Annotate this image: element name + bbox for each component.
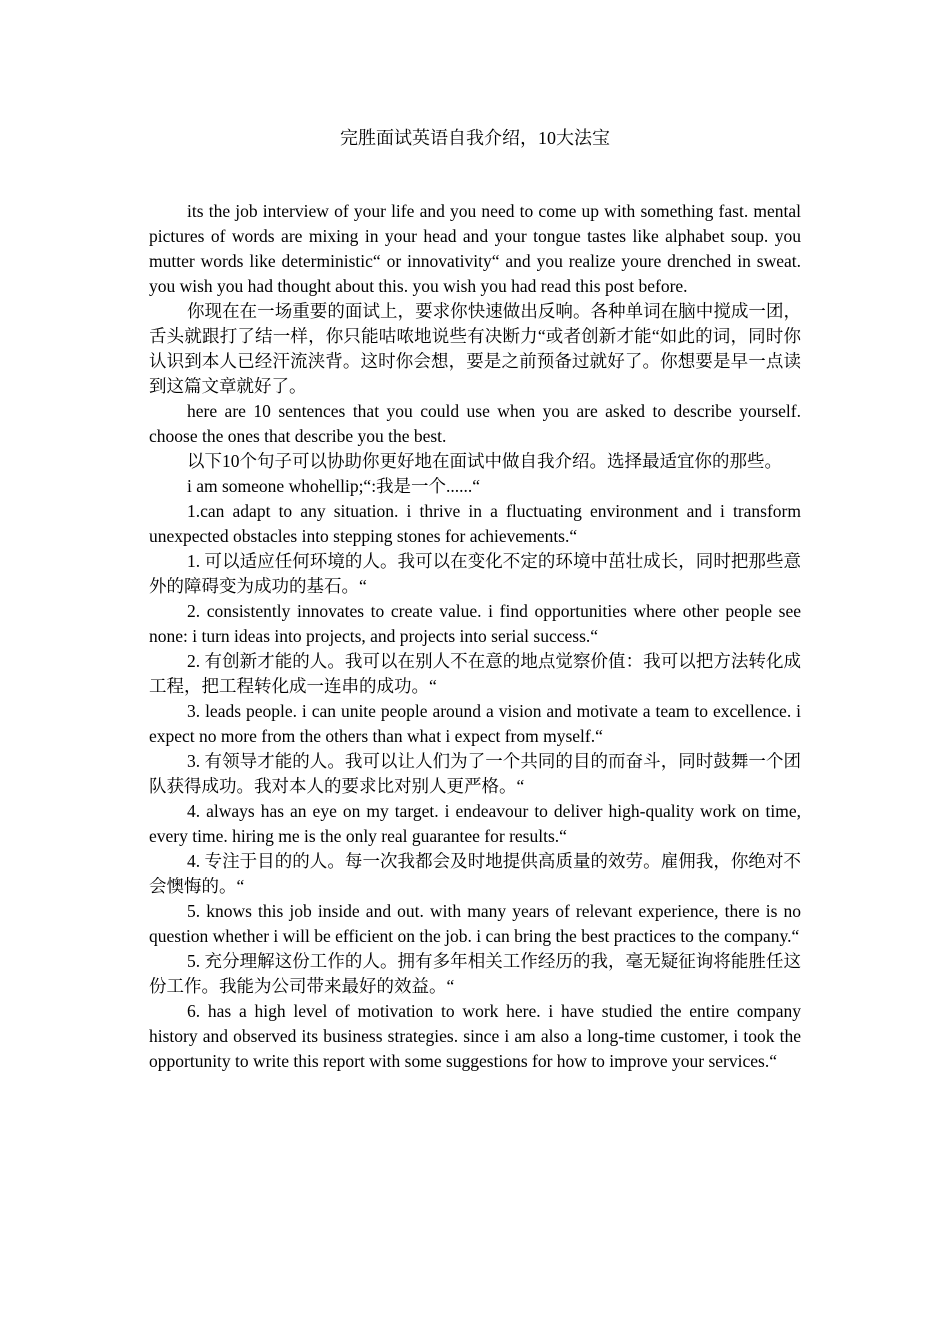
paragraph-item-4-zh: 4. 专注于目的的人。每一次我都会及时地提供高质量的效劳。雇佣我，你绝对不会懊悔的。“ [149, 851, 801, 896]
paragraph-item-5-zh: 5. 充分理解这份工作的人。拥有多年相关工作经历的我，毫无疑征询将能胜任这份工作。我能为公司带来最好的效益。“ [149, 951, 801, 996]
paragraph-lead-en: here are 10 sentences that you could use when you are asked to describe yourself. choose the ones that describe you the best. [149, 401, 801, 446]
paragraph-intro-en: its the job interview of your life and you need to come up with something fast. mental pictures of words are mixing in your head and your tongue tastes like alphabet soup. you mutter words like deterministic“ or innovativity“ and you realize youre drenched in sweat. you wish you had thought about this. you wish you had read this post before. [149, 201, 801, 296]
paragraph-item-6-en: 6. has a high level of motivation to work here. i have studied the entire company history and observed its business strategies. since i am also a long-time customer, i took the opportunity to write this report with some suggestions for how to improve your services.“ [149, 1001, 801, 1071]
paragraph-item-4-en: 4. always has an eye on my target. i endeavour to deliver high-quality work on time, every time. hiring me is the only real guarantee for results.“ [149, 801, 801, 846]
paragraph-intro-zh: 你现在在一场重要的面试上，要求你快速做出反响。各种单词在脑中搅成一团，舌头就跟打了结一样，你只能咕哝地说些有决断力“或者创新才能“如此的词，同时你认识到本人已经汗流浃背。这时你会想，要是之前预备过就好了。你想要是早一点读到这篇文章就好了。 [149, 301, 801, 396]
paragraph-prompt: i am someone whohellip;“:我是一个......“ [187, 476, 481, 496]
document-body [149, 199, 801, 1074]
paragraph-lead-zh: 以下10个句子可以协助你更好地在面试中做自我介绍。选择最适宜你的那些。 [187, 451, 782, 471]
paragraph-item-3-en: 3. leads people. i can unite people around a vision and motivate a team to excellence. i expect no more from the others than what i expect from myself.“ [149, 701, 801, 746]
paragraph-item-1-en: 1.can adapt to any situation. i thrive in a fluctuating environment and i transform unexpected obstacles into stepping stones for achievements.“ [149, 501, 801, 546]
paragraph-item-5-en: 5. knows this job inside and out. with many years of relevant experience, there is no question whether i will be efficient on the job. i can bring the best practices to the company.“ [149, 901, 801, 946]
paragraph-item-1-zh: 1. 可以适应任何环境的人。我可以在变化不定的环境中茁壮成长，同时把那些意外的障碍变为成功的基石。“ [149, 551, 801, 596]
paragraph-item-2-zh: 2. 有创新才能的人。我可以在别人不在意的地点觉察价值：我可以把方法转化成工程，把工程转化成一连串的成功。“ [149, 651, 801, 696]
document-title: 完胜面试英语自我介绍，10大法宝 [340, 128, 610, 148]
paragraph-item-3-zh: 3. 有领导才能的人。我可以让人们为了一个共同的目的而奋斗，同时鼓舞一个团队获得成功。我对本人的要求比对别人更严格。“ [149, 751, 801, 796]
paragraph-item-2-en: 2. consistently innovates to create value. i find opportunities where other people see none: i turn ideas into projects, and projects into serial success.“ [149, 601, 801, 646]
